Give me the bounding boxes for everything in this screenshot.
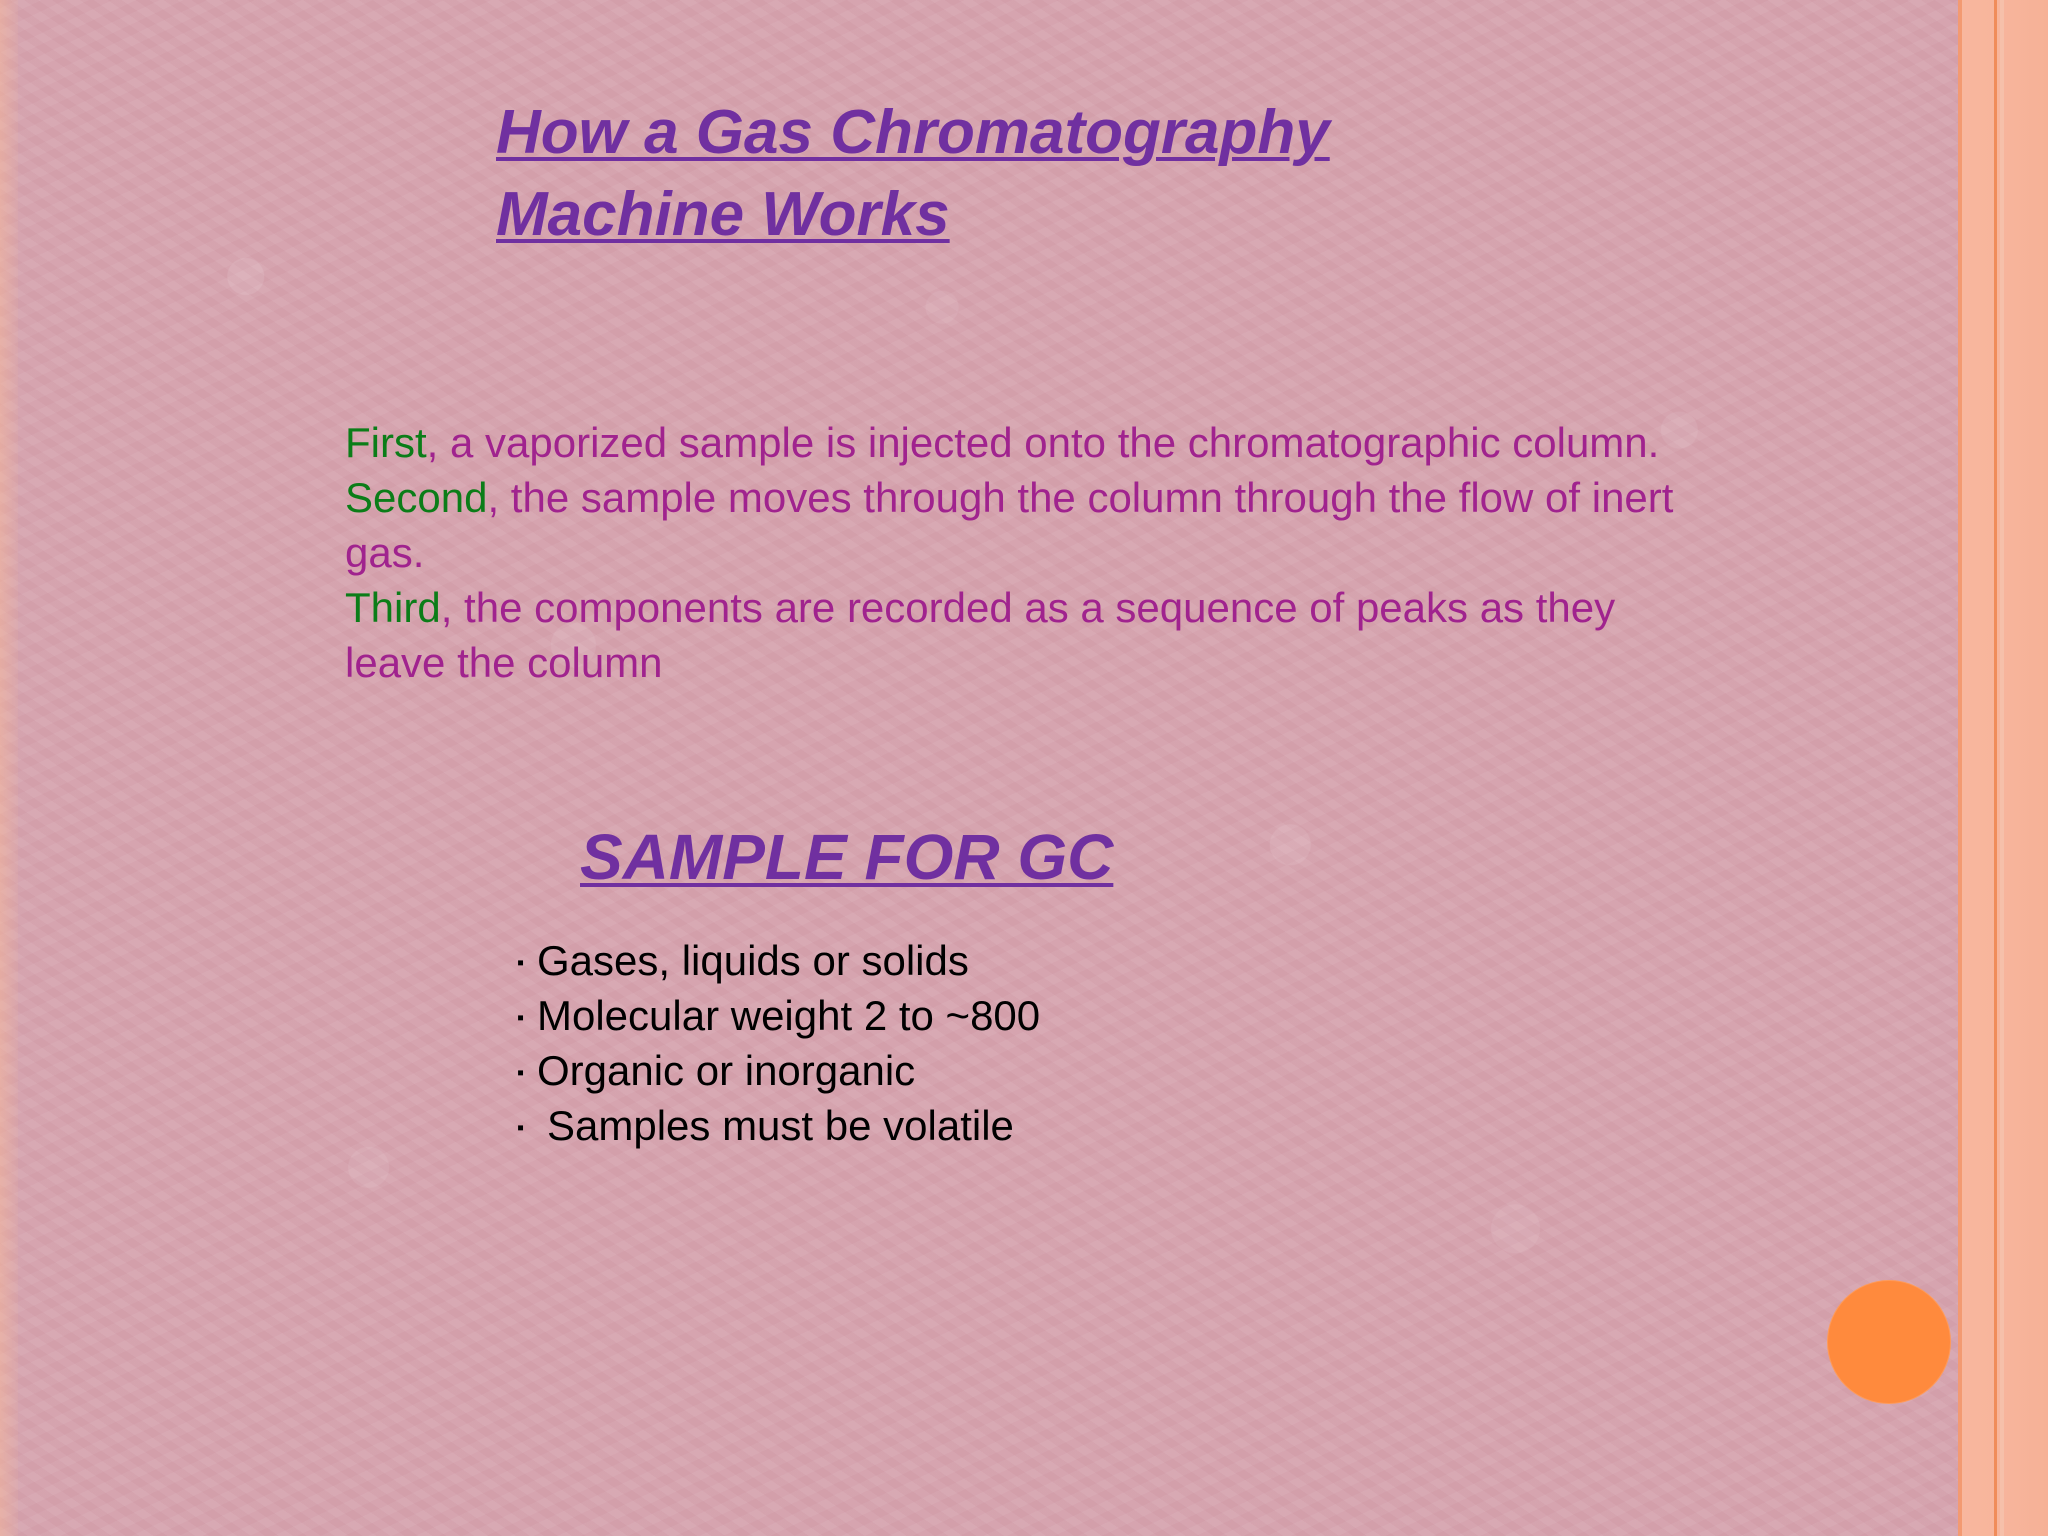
step-paragraph-second xyxy=(345,470,1725,580)
sample-heading: SAMPLE FOR GC xyxy=(580,821,1114,893)
step-text-first: , a vaporized sample is injected onto the chromatographic column. xyxy=(426,419,1660,466)
step-paragraph-third xyxy=(345,580,1725,690)
list-item-text: Molecular weight 2 to ~800 xyxy=(537,992,1041,1039)
left-edge-glow xyxy=(0,0,18,1536)
right-decorative-line xyxy=(1958,0,1962,1536)
list-item xyxy=(517,1098,1040,1153)
list-item-text: Gases, liquids or solids xyxy=(537,937,969,984)
slide-title: How a Gas Chromatography Machine Works xyxy=(496,98,1330,249)
sample-requirements-list xyxy=(517,933,1040,1153)
right-decorative-line xyxy=(1994,0,1997,1536)
orange-dot-icon xyxy=(1827,1280,1951,1404)
process-description xyxy=(345,415,1725,690)
square-bullet-icon: ▪ xyxy=(517,1117,525,1139)
step-text-third: , the components are recorded as a sequence of peaks as they leave the column xyxy=(345,584,1616,686)
step-keyword-first: First xyxy=(345,419,427,466)
square-bullet-icon: ▪ xyxy=(517,952,525,974)
step-keyword-third: Third xyxy=(345,584,441,631)
square-bullet-icon: ▪ xyxy=(517,1007,525,1029)
right-decorative-line xyxy=(2000,0,2004,1536)
list-item xyxy=(517,933,1040,988)
square-bullet-icon: ▪ xyxy=(517,1062,525,1084)
list-item-text: Samples must be volatile xyxy=(547,1102,1014,1149)
list-item xyxy=(517,988,1040,1043)
list-item-text: Organic or inorganic xyxy=(537,1047,916,1094)
step-keyword-second: Second xyxy=(345,474,488,521)
step-paragraph-first xyxy=(345,415,1725,470)
list-item xyxy=(517,1043,1040,1098)
step-text-second: , the sample moves through the column through the flow of inert gas. xyxy=(345,474,1674,576)
